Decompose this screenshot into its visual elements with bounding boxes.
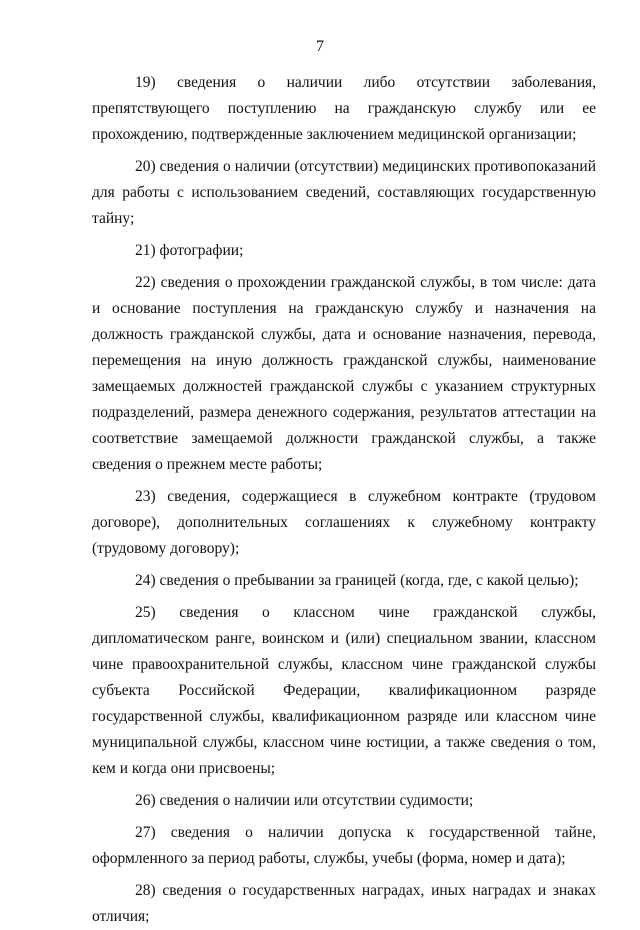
list-item-26: 26) сведения о наличии или отсутствии судимости; — [135, 792, 474, 809]
list-item-23: 23) сведения, содержащиеся в служебном контракте (трудовом договоре), дополнительных соглашениях к служебному контракту (трудовому договору); — [92, 488, 596, 557]
list-item-25: 25) сведения о классном чине гражданской службы, дипломатическом ранге, воинском и (или) специальном звании, классном чине правоохранительной службы, классном чине гражданской службы субъекта Российской Федерации, квалификационном разряде государственной службы, квалификационном разряде или классном чине муниципальной службы, классном чине юстиции, а также сведения о том, кем и когда они присвоены; — [92, 604, 596, 777]
list-item-28: 28) сведения о государственных наградах, иных наградах и знаках отличия; — [92, 882, 596, 925]
list-item-21: 21) фотографии; — [135, 242, 244, 259]
list-item-27: 27) сведения о наличии допуска к государственной тайне, оформленного за период работы, службы, учебы (форма, номер и дата); — [92, 824, 596, 867]
list-item-19: 19) сведения о наличии либо отсутствии заболевания, препятствующего поступлению на гражданскую службу или ее прохождению, подтвержденные заключением медицинской организации; — [92, 74, 596, 143]
list-item-20: 20) сведения о наличии (отсутствии) медицинских противопоказаний для работы с использованием сведений, составляющих государственную тайну; — [92, 158, 596, 227]
list-item-22: 22) сведения о прохождении гражданской службы, в том числе: дата и основание поступления на гражданскую службу и назначения на должность гражданской службы, дата и основание назначения, перевода, перемещения на иную должность гражданской службы, наименование замещаемых должностей гражданской службы с указанием структурных подразделений, размера денежного содержания, результатов аттестации на соответствие замещаемой должности гражданской службы, а также сведения о прежнем месте работы; — [92, 274, 596, 473]
document-body — [92, 70, 596, 930]
list-item-24: 24) сведения о пребывании за границей (когда, где, с какой целью); — [135, 572, 579, 589]
page-number: 7 — [316, 38, 324, 55]
